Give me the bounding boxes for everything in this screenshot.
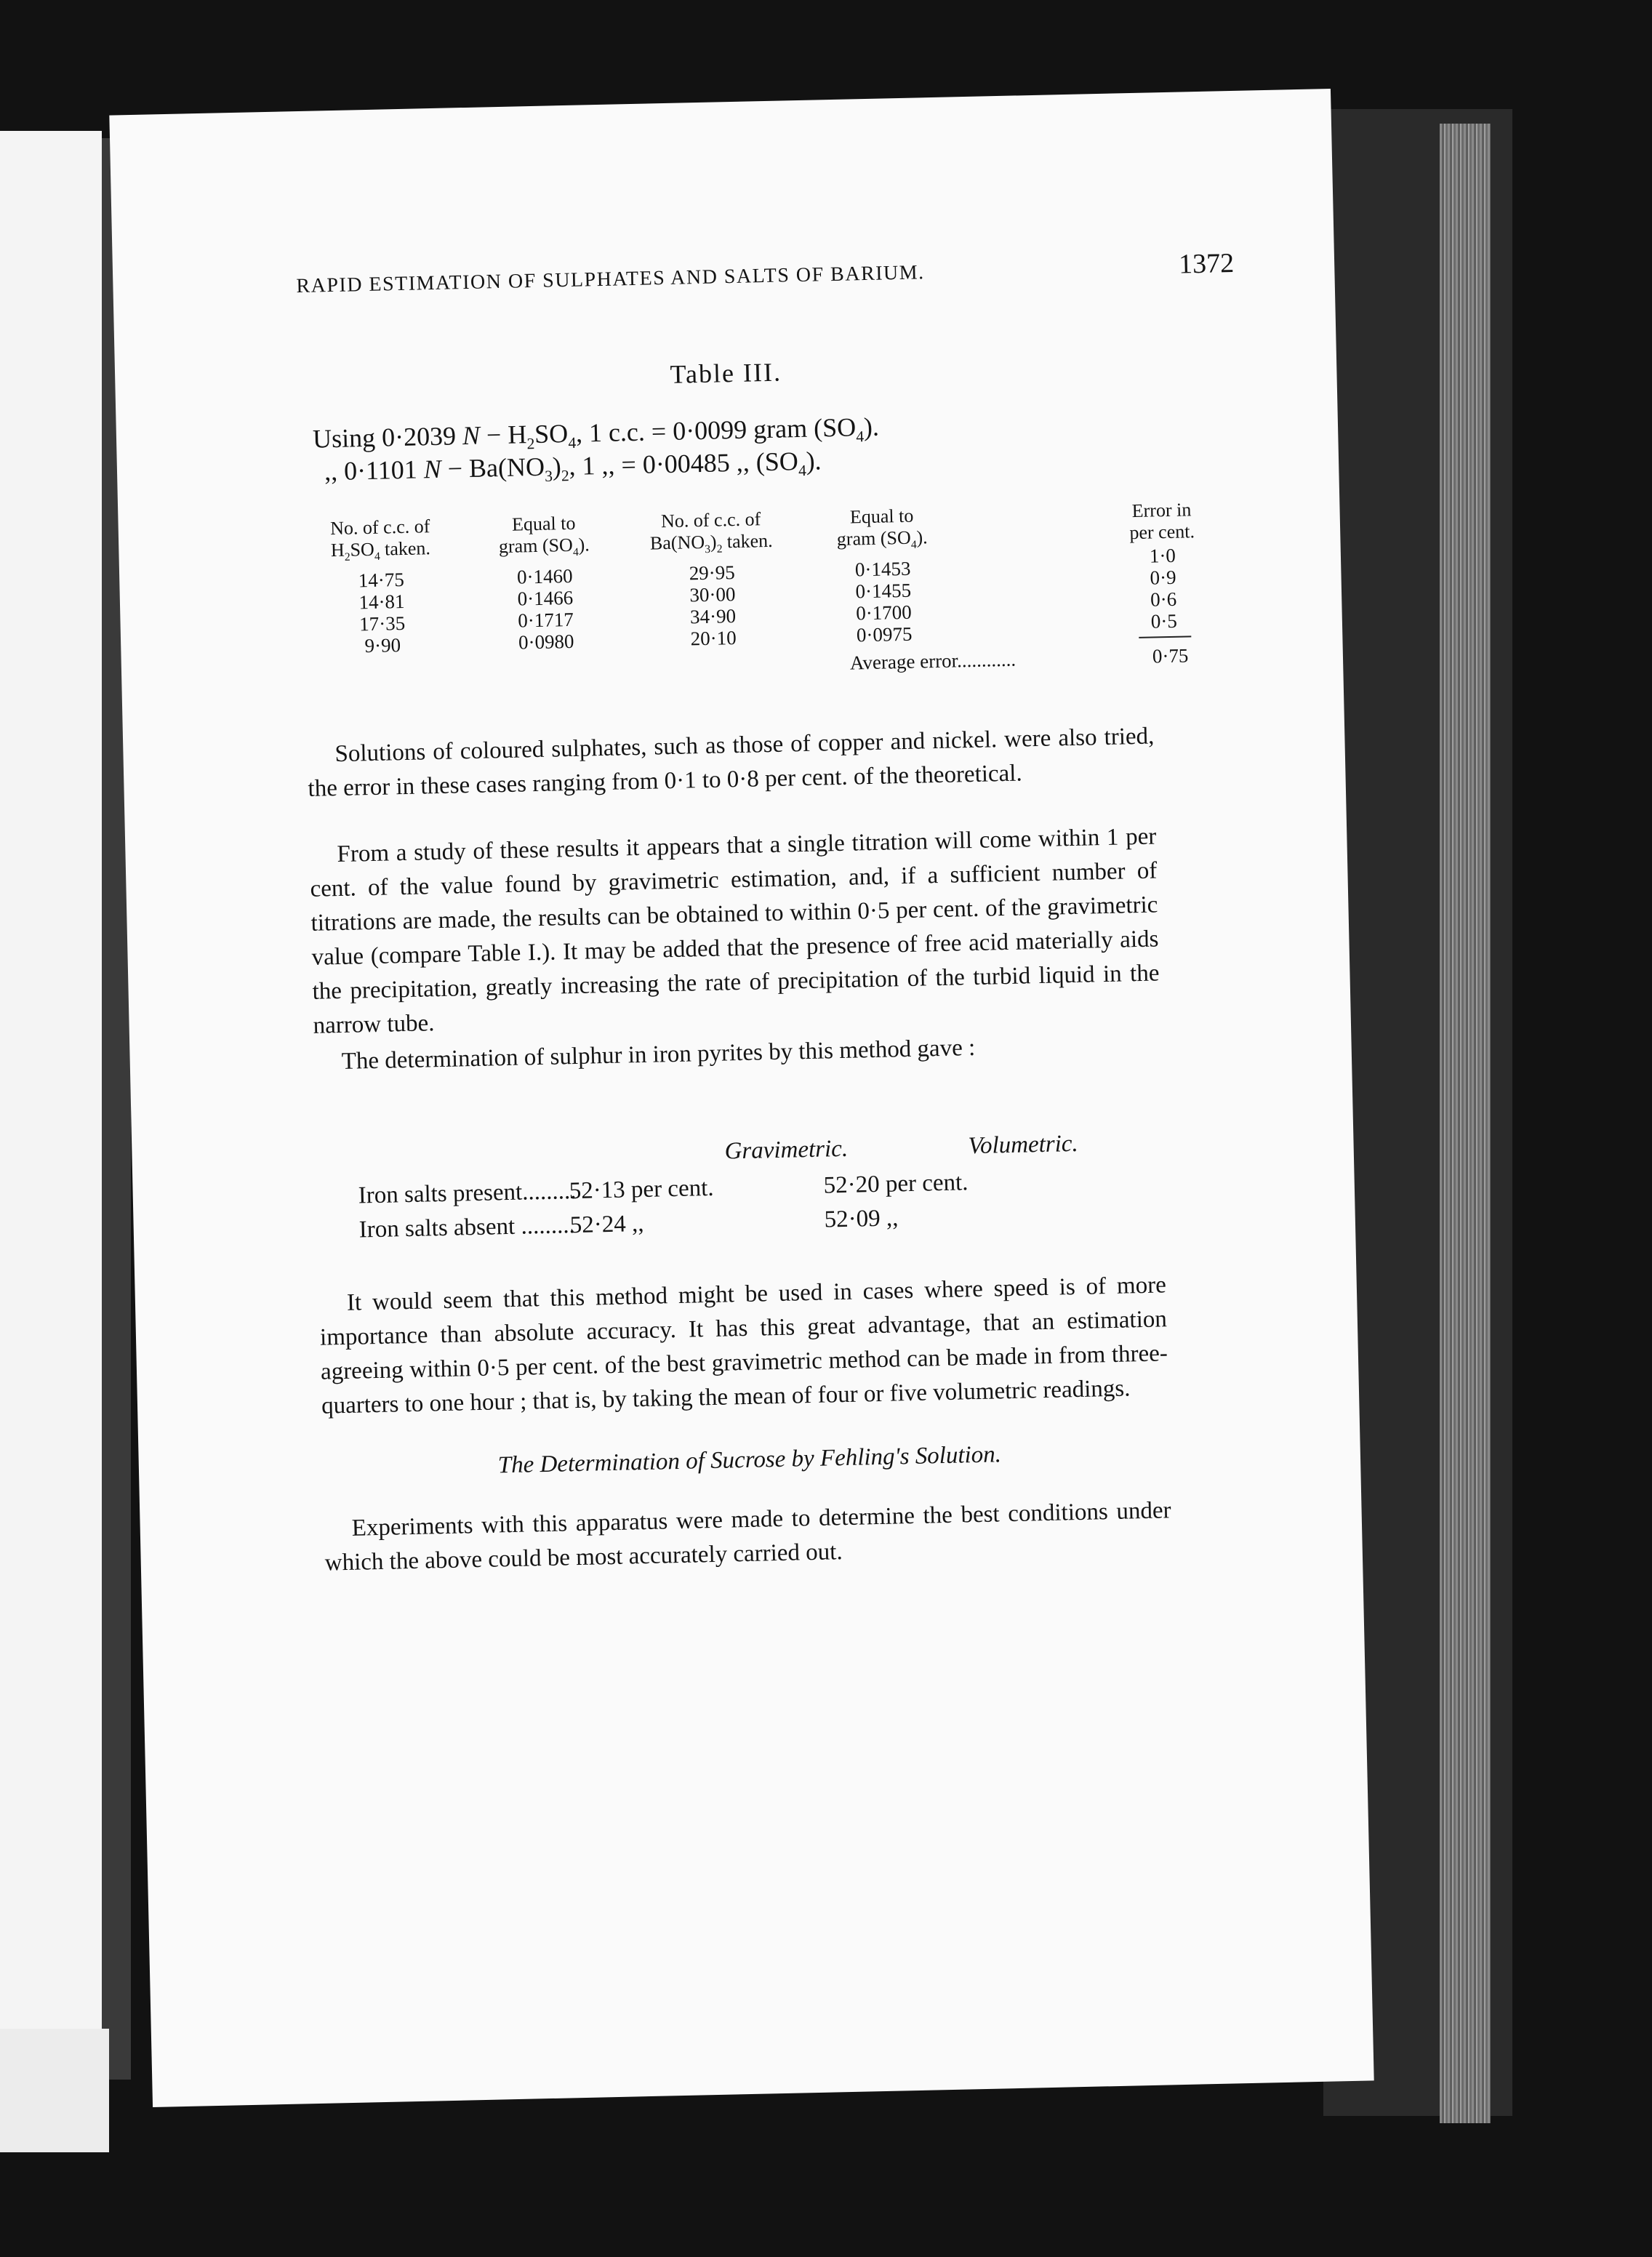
table-cell: 9·90 (364, 634, 401, 657)
table-cell: 0·1700 (855, 601, 913, 625)
table-cell: 0·1460 (516, 565, 573, 588)
paragraph-experiments: Experiments with this apparatus were made to determine the best conditions under which the above could be most accurately carried out. (324, 1497, 1171, 1576)
table-cell: 29·95 (689, 561, 736, 585)
table-cell: 0·9 (1150, 566, 1176, 589)
table-column-error-percent (1107, 499, 1219, 633)
left-page-tab (0, 2029, 109, 2152)
section-title: The Determination of Sucrose by Fehling's Solution. (497, 1441, 1002, 1479)
table-cell: 0·5 (1150, 609, 1178, 633)
column-header: No. of c.c. of $H_2SO_4$ taken. (329, 516, 431, 564)
table-condition-line-2: ,, 0·1101 $N - Ba(NO_3)_2$, 1 ,, = 0·00485 ,, $(SO_4)$. (324, 446, 822, 486)
left-page-fragment (0, 131, 102, 2080)
row-volumetric: 52·20 per cent. (823, 1169, 969, 1199)
journal-page (109, 89, 1374, 2107)
table-title: Table III. (670, 357, 782, 389)
paragraph-study-results: From a study of these results it appears that a single titration will come within 1 per cent. of the value found by gravimetric estimation, and, if a sufficient number of titrations are made, the results can be obtained to within 0·5 per cent. of the gravimetric value (compare Table I.). It may be added that the presence of free acid materially aids the precipitation, greatly increasing the rate of precipitation of the turbid liquid in the narrow tube. (310, 823, 1160, 1039)
running-head (296, 247, 1235, 300)
table-cell: 20·10 (690, 627, 737, 650)
table-column-gram-so4-b (816, 505, 950, 647)
table-column-gram-so4-a (478, 512, 612, 654)
column-header: Equal to gram $(SO_4)$. (498, 512, 590, 559)
table-cell: 34·90 (689, 605, 737, 628)
table-cell: 30·00 (689, 583, 736, 606)
row-label: Iron salts present......... (358, 1177, 577, 1209)
row-label: Iron salts absent ......... (358, 1212, 576, 1243)
table-column-ba-no3-cc (620, 508, 804, 652)
row-gravimetric: 52·13 per cent. (569, 1174, 714, 1205)
paragraph-conclusion: It would seem that this method might be used in cases where speed is of more importance than absolute accuracy. It has this great advantage, that an estimation agreeing within 0·5 per cent. of the best gravimetric method can be made in from three-quarters to one hour ; that is, by taking the mean of four or five volumetric readings. (319, 1272, 1168, 1419)
pyrites-header-volumetric: Volumetric. (968, 1130, 1079, 1160)
table-cell: 17·35 (358, 612, 406, 636)
column-header: Error in per cent. (1129, 499, 1195, 544)
column-header: Equal to gram $(SO_4)$. (836, 505, 928, 551)
paragraph-coloured-sulphates: Solutions of coloured sulphates, such as those of copper and nickel. were also tried, the error in these cases ranging from 0·1 to 0·8 per cent. of the theoretical. (308, 723, 1155, 802)
row-volumetric: 52·09 ,, (824, 1205, 899, 1233)
table-cell: 14·81 (358, 590, 405, 614)
table-cell: 0·0980 (518, 630, 574, 654)
table-condition-line-1: Using 0·2039 $N - H_2SO_4$, 1 c.c. = 0·0099 gram $(SO_4)$. (312, 412, 880, 454)
table-cell: 0·1717 (518, 609, 574, 632)
paragraph-pyrites-intro: The determination of sulphur in iron pyrites by this method gave : (341, 1034, 976, 1075)
average-error-label: Average error............ (849, 648, 1017, 674)
table-cell: 0·1453 (854, 557, 911, 581)
table-cell: 1·0 (1149, 544, 1176, 567)
table-cell: 14·75 (358, 569, 405, 592)
average-error-value: 0·75 (1152, 644, 1189, 668)
running-title: RAPID ESTIMATION OF SULPHATES AND SALTS OF BARIUM. (296, 261, 925, 298)
average-rule (1139, 636, 1191, 638)
pyrites-header-gravimetric: Gravimetric. (724, 1135, 849, 1165)
table-cell: 0·6 (1150, 588, 1177, 611)
table-column-h2so4-cc (307, 515, 455, 658)
column-header: No. of c.c. of $Ba(NO_3)_2$ taken. (649, 508, 773, 556)
page-number: 1372 (1178, 247, 1235, 280)
page-stack-edges (1440, 124, 1491, 2123)
table-cell: 0·1466 (517, 587, 574, 610)
table-cell: 0·0975 (856, 622, 913, 646)
table-cell: 0·1455 (855, 579, 912, 603)
row-gravimetric: 52·24 ,, (569, 1210, 644, 1239)
